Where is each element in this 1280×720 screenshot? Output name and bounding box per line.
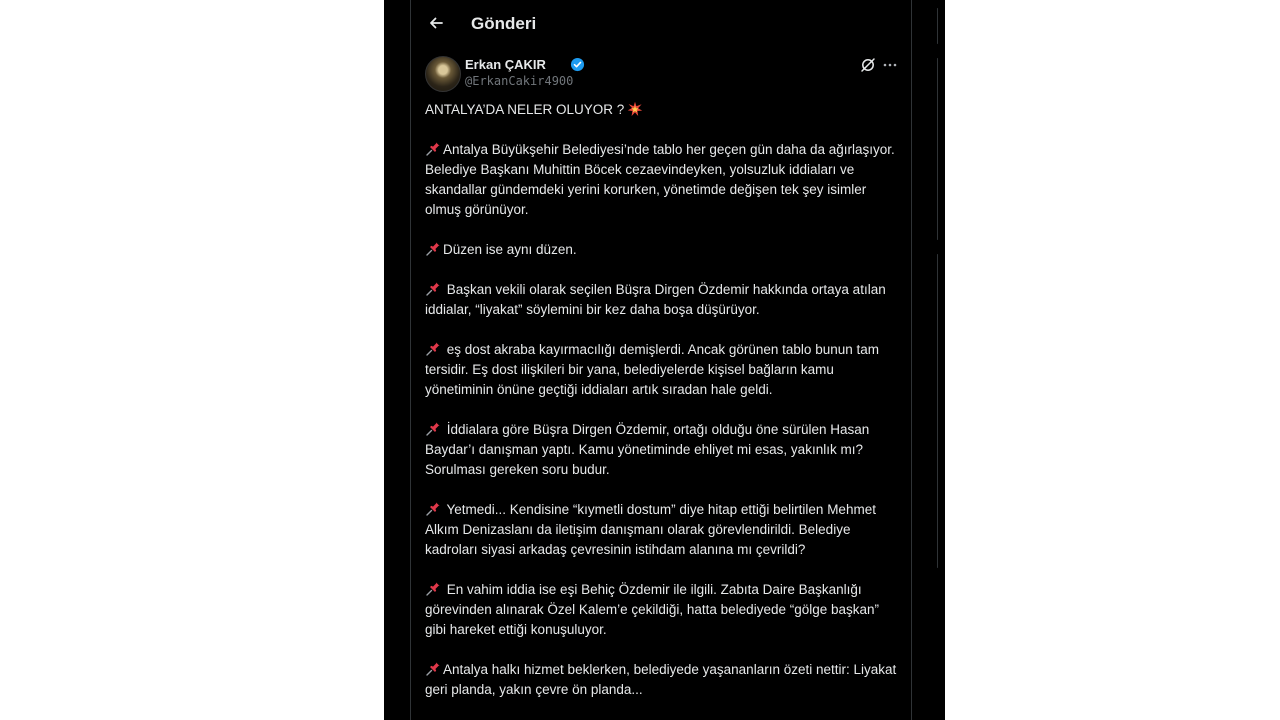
post-paragraph: Antalya halkı hizmet beklerken, belediyede yaşananların özeti nettir: Liyakat geri planda, yakın çevre ön planda... <box>425 662 897 697</box>
post-paragraph: Düzen ise aynı düzen. <box>425 240 901 260</box>
sidebar-search-edge <box>937 8 938 44</box>
sidebar-card-edge <box>937 58 938 240</box>
pushpin-emoji-icon <box>425 281 441 297</box>
post-paragraph: En vahim iddia ise eşi Behiç Özdemir ile ilgili. Zabıta Daire Başkanlığı görevinden alınarak Özel Kalem’e çekildiği, hatta belediyede “gölge başkan” gibi hareket ettiği konuşuluyor. <box>425 582 880 637</box>
pushpin-emoji-icon <box>425 581 441 597</box>
pushpin-emoji-icon <box>425 501 441 517</box>
post-paragraph: Antalya Büyükşehir Belediyesi’nde tablo her geçen gün daha da ağırlaşıyor. Belediye Başkanı Muhittin Böcek cezaevindeyken, yolsuzluk iddiaları ve skandallar gündemdeki yerini korurken, yönetimde değişen tek şey isimler olmuş görünüyor. <box>425 142 895 217</box>
pushpin-emoji-icon <box>425 661 441 677</box>
post-text <box>425 100 901 720</box>
collision-emoji-icon <box>627 101 643 117</box>
author-name[interactable]: Erkan ÇAKIR <box>465 57 546 72</box>
back-button[interactable] <box>421 8 451 38</box>
more-horizontal-icon[interactable] <box>881 56 899 74</box>
arrow-left-icon <box>428 15 444 31</box>
post-headline: ANTALYA’DA NELER OLUYOR ? <box>425 100 901 120</box>
app-screen <box>384 0 945 720</box>
verified-badge-icon <box>570 57 585 72</box>
pushpin-emoji-icon <box>425 241 441 257</box>
pushpin-emoji-icon <box>425 341 441 357</box>
top-bar <box>411 0 911 48</box>
post-paragraph: Başkan vekili olarak seçilen Büşra Dirgen Özdemir hakkında ortaya atılan iddialar, “liyakat” söylemini bir kez daha boşa düşürüyor. <box>425 282 886 317</box>
grok-icon[interactable] <box>859 56 877 74</box>
avatar[interactable] <box>425 56 461 92</box>
sidebar-card-edge <box>937 254 938 568</box>
post-paragraph: eş dost akraba kayırmacılığı demişlerdi. Ancak görünen tablo bunun tam tersidir. Eş dost ilişkileri bir yana, belediyelerde kişisel bağların kamu yönetiminin önüne geçtiği iddiaları artık sıradan hale geldi. <box>425 342 879 397</box>
main-column <box>410 0 912 720</box>
post-paragraph: Yetmedi... Kendisine “kıymetli dostum” diye hitap ettiği belirtilen Mehmet Alkım Denizaslanı da iletişim danışmanı olarak görevlendirildi. Belediye kadroları siyasi arkadaş çevresinin istihdam alanına mı çevrildi? <box>425 502 876 557</box>
author-handle[interactable]: @ErkanCakir4900 <box>465 74 574 88</box>
post-paragraph: İddialara göre Büşra Dirgen Özdemir, ortağı olduğu öne sürülen Hasan Baydar’ı danışman yaptı. Kamu yönetiminde ehliyet mi esas, yakınlık mı? Sorulması gereken soru budur. <box>425 422 870 477</box>
pushpin-emoji-icon <box>425 141 441 157</box>
page-title: Gönderi <box>471 14 537 33</box>
pushpin-emoji-icon <box>425 421 441 437</box>
